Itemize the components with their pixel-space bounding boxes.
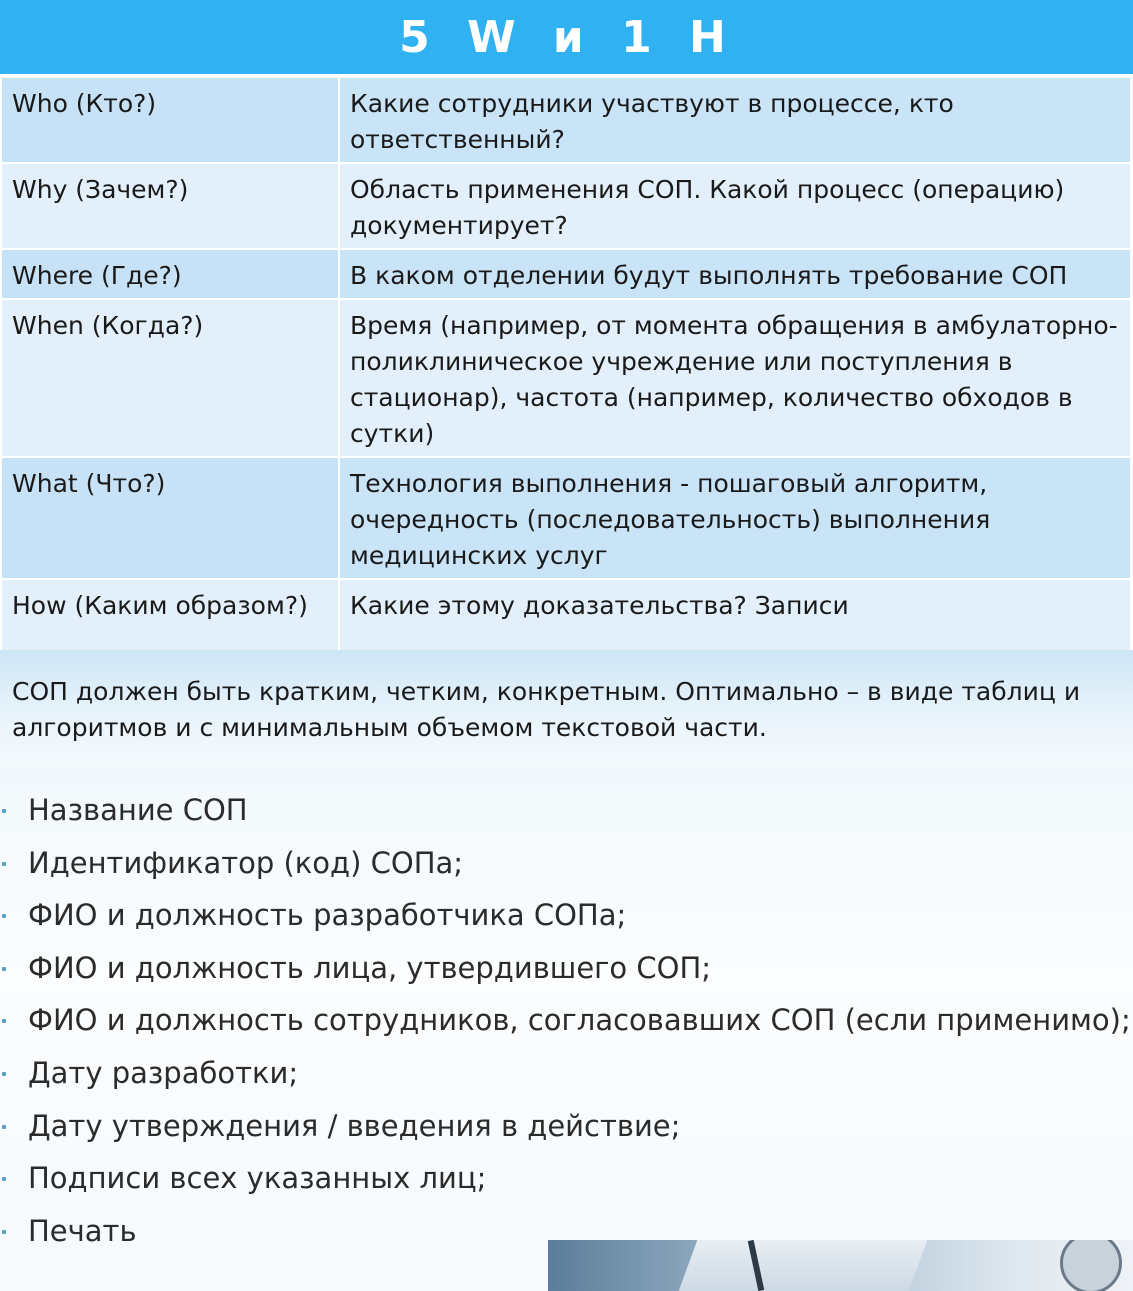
list-item-text: Подписи всех указанных лиц;: [28, 1161, 487, 1196]
answer-cell: Время (например, от момента обращения в амбулаторно-поликлиническое учреждение или поступления в стационар), частота (например, количество обходов в сутки): [339, 299, 1131, 457]
doctor-photo: [548, 1240, 1133, 1291]
table-row-where: [1, 249, 1131, 299]
bullet-icon: [2, 1125, 6, 1129]
five-w-one-h-table: [0, 76, 1132, 664]
note-band: [0, 650, 1133, 762]
title-banner: [0, 0, 1133, 76]
list-item-text: Печать: [28, 1213, 137, 1248]
answer-cell: Какие этому доказательства? Записи: [339, 579, 1131, 663]
bullet-icon: [2, 862, 6, 866]
table-row-what: [1, 457, 1131, 579]
list-item: [0, 837, 1133, 890]
table-row-why: [1, 163, 1131, 249]
list-item-text: Идентификатор (код) СОПа;: [28, 845, 464, 880]
list-item: [0, 1152, 1133, 1205]
sop-requirements-list: [0, 784, 1133, 1257]
list-item-text: ФИО и должность сотрудников, согласовавших СОП (если применимо);: [28, 1003, 1131, 1038]
slide-title: 5 W и 1 H: [399, 11, 734, 63]
list-item: [0, 942, 1133, 995]
question-cell: What (Что?): [1, 457, 339, 579]
question-cell: Where (Где?): [1, 249, 339, 299]
table-row-who: [1, 77, 1131, 163]
question-cell: Why (Зачем?): [1, 163, 339, 249]
table-row-when: [1, 299, 1131, 457]
answer-cell: Какие сотрудники участвуют в процессе, кто ответственный?: [339, 77, 1131, 163]
list-item-text: Название СОП: [28, 793, 248, 827]
answer-cell: Технология выполнения - пошаговый алгоритм, очередность (последовательность) выполнения медицинских услуг: [339, 457, 1131, 579]
list-item-text: Дату утверждения / введения в действие;: [28, 1108, 681, 1143]
question-cell: Who (Кто?): [1, 77, 339, 163]
list-item-text: Дату разработки;: [28, 1055, 299, 1090]
answer-cell: В каком отделении будут выполнять требование СОП: [339, 249, 1131, 299]
list-item: [0, 1100, 1133, 1153]
bullet-icon: [2, 1177, 6, 1181]
bullet-icon: [2, 809, 6, 813]
list-item: [0, 994, 1133, 1047]
list-item: [0, 1047, 1133, 1100]
bullet-icon: [2, 967, 6, 971]
stethoscope-icon: [1060, 1240, 1122, 1291]
five-w-table-wrapper: [0, 76, 1130, 664]
list-item-text: ФИО и должность разработчика СОПа;: [28, 898, 627, 933]
bullet-icon: [2, 1072, 6, 1076]
answer-cell: Область применения СОП. Какой процесс (операцию) документирует?: [339, 163, 1131, 249]
note-text: СОП должен быть кратким, четким, конкретным. Оптимально – в виде таблиц и алгоритмов и с минимальным объемом текстовой части.: [12, 677, 1081, 742]
list-item: [0, 889, 1133, 942]
question-cell: When (Когда?): [1, 299, 339, 457]
doctor-coat-shape: [679, 1240, 928, 1291]
question-cell: How (Каким образом?): [1, 579, 339, 663]
bullet-icon: [2, 1019, 6, 1023]
bullet-icon: [2, 914, 6, 918]
bullet-icon: [2, 1230, 6, 1234]
list-item-text: ФИО и должность лица, утвердившего СОП;: [28, 950, 712, 985]
list-item: [0, 784, 1133, 837]
